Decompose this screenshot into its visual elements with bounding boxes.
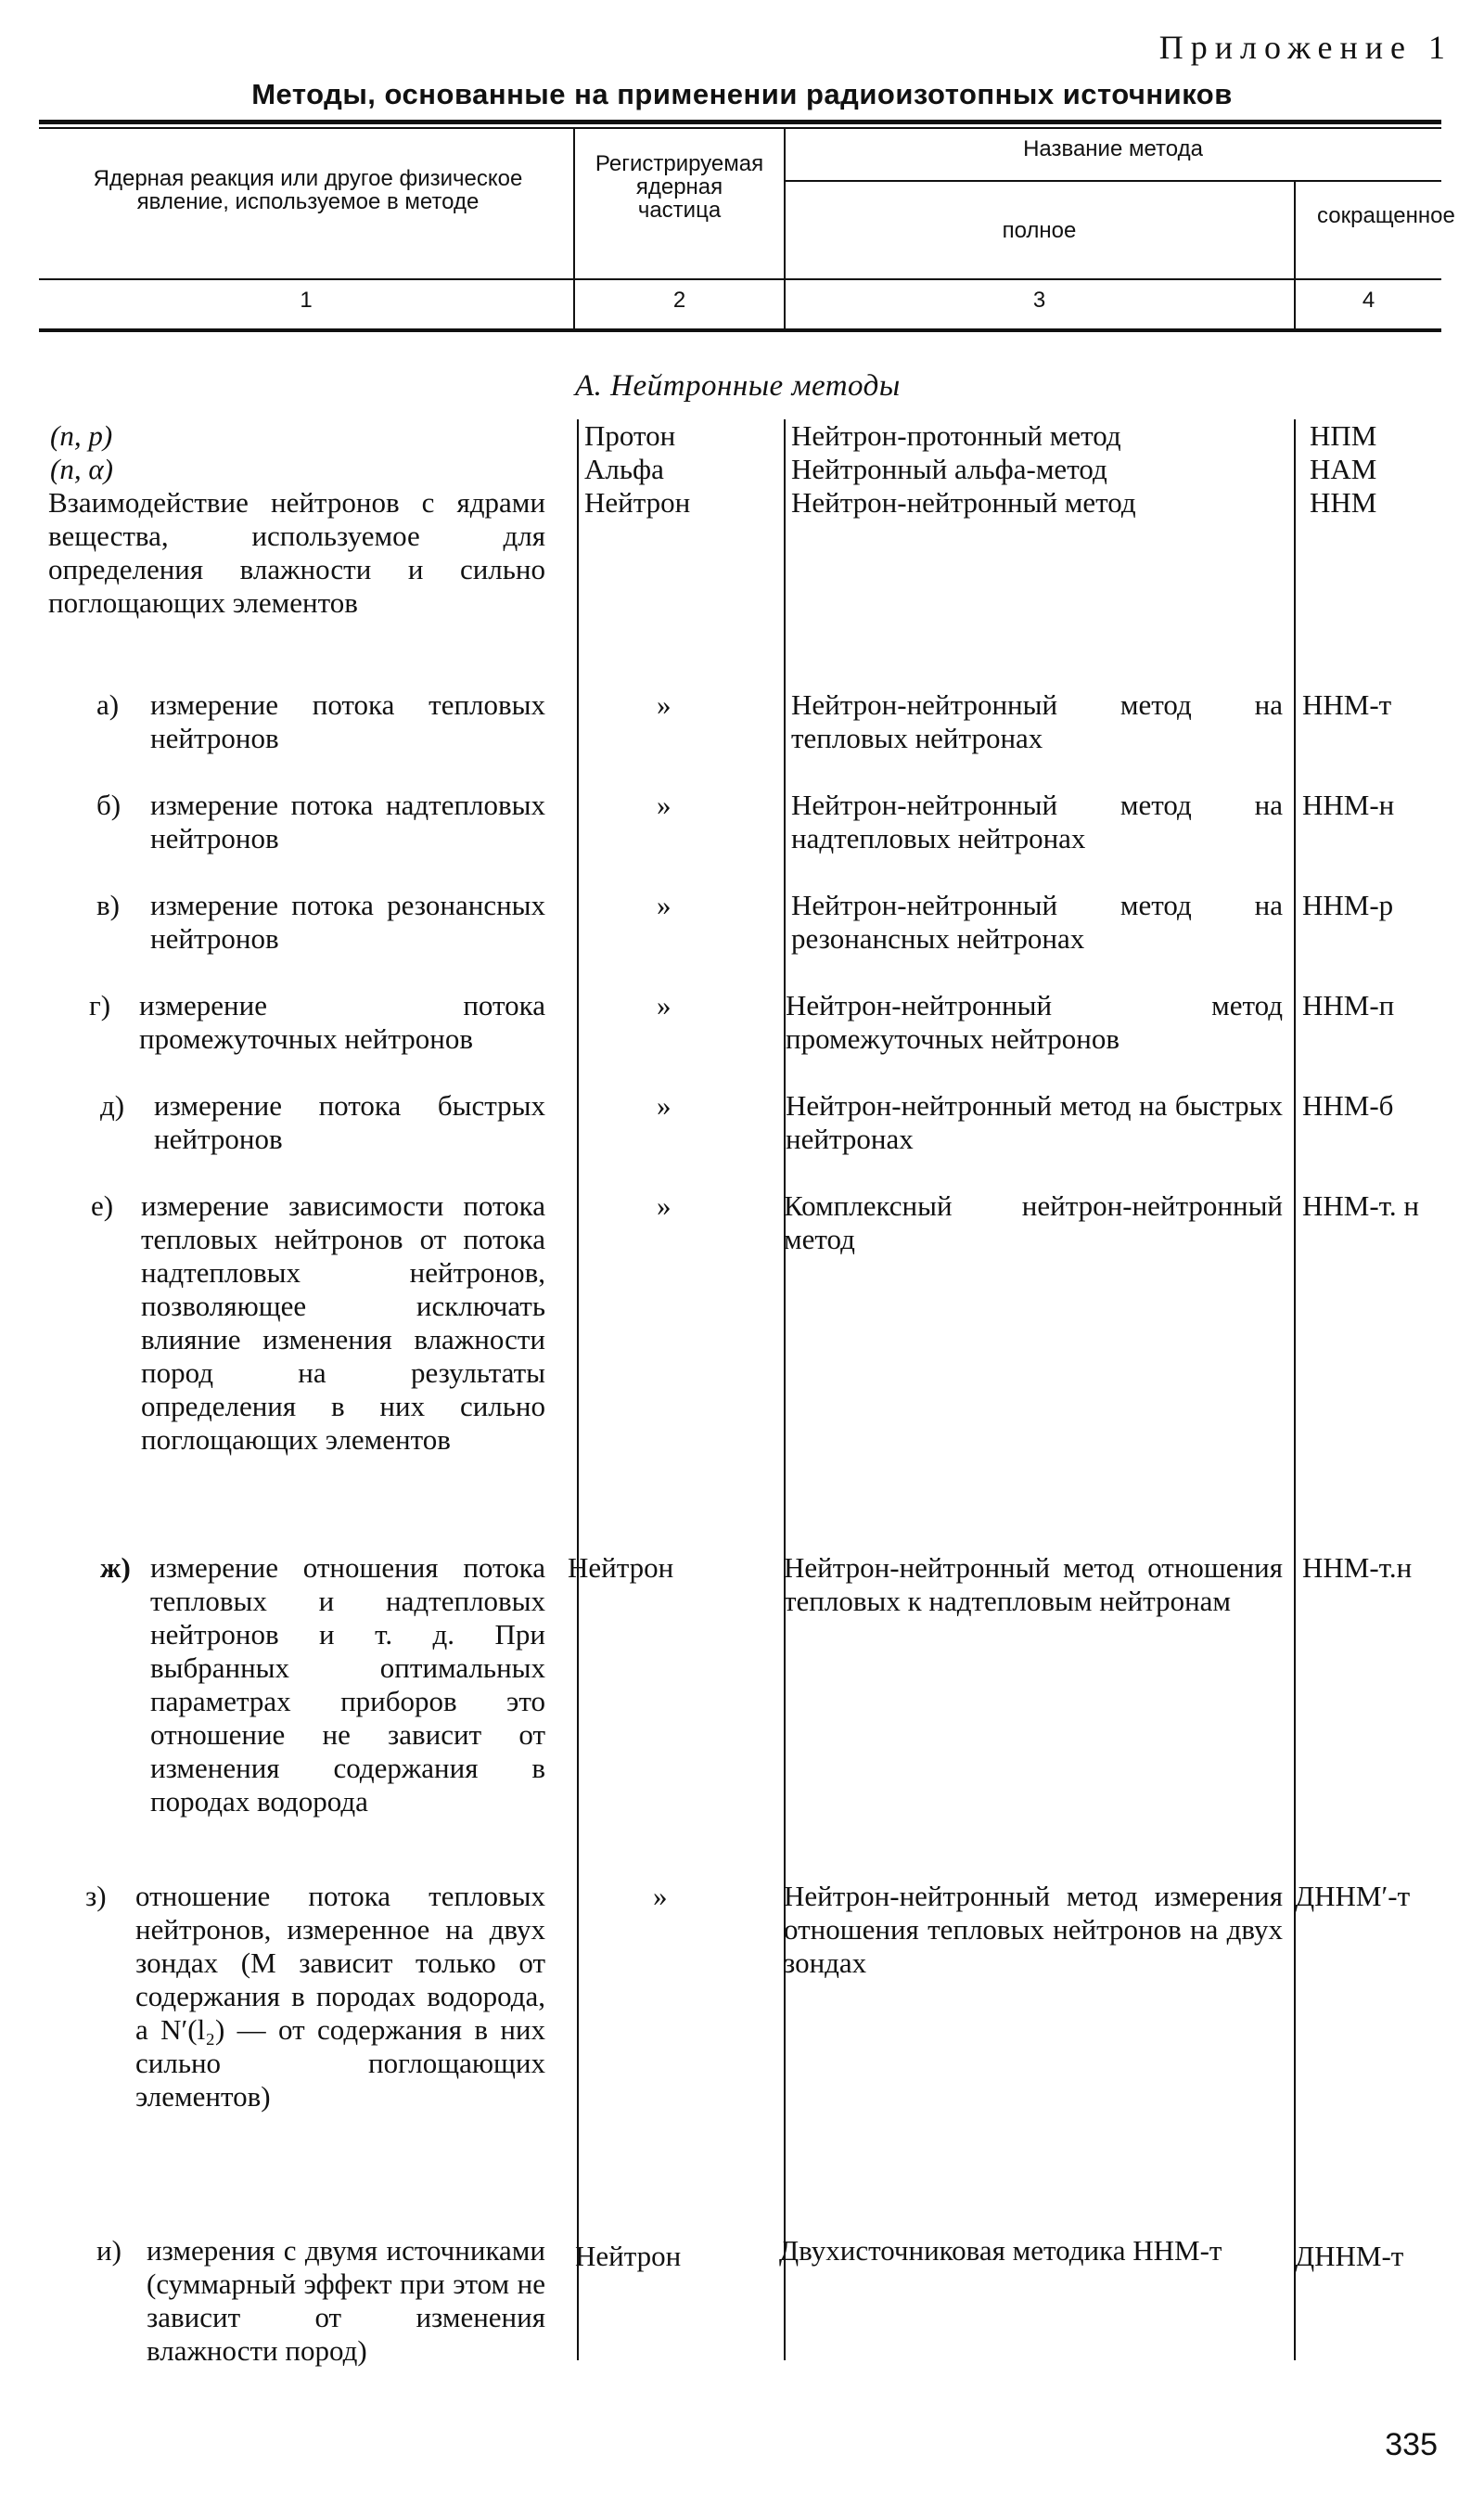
row-particle: Альфа <box>584 453 664 485</box>
row-particle: » <box>657 688 672 721</box>
row-abbr: ДННМ-т <box>1295 2240 1404 2272</box>
row-phenomenon: измерение потока тепловых нейтронов <box>150 688 545 754</box>
row-particle: Нейтрон <box>575 2240 682 2272</box>
row-full-name: Двухисточниковая методика ННМ-т <box>779 2234 1222 2267</box>
body-vline-1 <box>577 419 579 2360</box>
row-phenomenon: Взаимодействие нейтронов с ядрами вещества, используемое для определения влажности и сильно поглощающих элементов <box>48 486 545 619</box>
row-phenomenon: измерение потока быстрых нейтронов <box>154 1089 545 1155</box>
row-abbr: ДННМ′-т <box>1295 1880 1411 1912</box>
row-full-name: Нейтрон-нейтронный метод отношения тепловых к надтепловым нейтронам <box>784 1551 1283 1617</box>
row-full-name: Нейтрон-нейтронный метод на быстрых нейтронах <box>786 1089 1283 1155</box>
col-number-4: 4 <box>1362 288 1375 313</box>
row-full-name: Нейтрон-нейтронный метод на тепловых нейтронах <box>791 688 1283 754</box>
row-abbr: ННМ-т <box>1302 688 1392 721</box>
header-col-phenomenon: Ядерная реакция или другое физическое явление, используемое в методе <box>93 166 523 214</box>
row-abbr: ННМ-н <box>1302 789 1395 821</box>
header-method-group: Название метода <box>1023 136 1203 161</box>
page-title: Методы, основанные на применении радиоизотопных источников <box>251 78 1233 110</box>
row-letter: г) <box>89 989 111 1021</box>
row-full-name: Нейтрон-нейтронный метод на надтепловых нейтронах <box>791 789 1283 854</box>
header-col-particle: Регистрируемая ядерная частица <box>595 151 764 223</box>
row-phenomenon: измерения с двумя источниками (суммарный эффект при этом не зависит от изменения влажности пород) <box>147 2234 545 2367</box>
top-rule-thick <box>39 120 1441 124</box>
row-full-name: Нейтрон-нейтронный метод <box>791 486 1136 519</box>
row-particle: Протон <box>584 419 676 452</box>
row-abbr: ННМ-т.н <box>1302 1551 1413 1584</box>
row-full-name: Нейтрон-нейтронный метод на резонансных нейтронах <box>791 889 1283 955</box>
row-particle: » <box>657 989 672 1021</box>
row-phenomenon: измерение потока промежуточных нейтронов <box>139 989 545 1055</box>
row-phenomenon: измерение потока надтепловых нейтронов <box>150 789 545 854</box>
row-abbr: ННМ-п <box>1302 989 1395 1021</box>
row-abbr: ННМ-р <box>1302 889 1394 921</box>
row-phenomenon: измерение отношения потока тепловых и надтепловых нейтронов и т. д. При выбранных оптимальных параметрах приборов это отношение не зависит от изменения содержания в породах водорода <box>150 1551 545 1818</box>
row-particle: » <box>657 1089 672 1122</box>
row-letter: е) <box>91 1189 114 1222</box>
row-letter: в) <box>96 889 120 921</box>
row-particle: » <box>657 889 672 921</box>
row-abbr: ННМ <box>1310 486 1377 519</box>
header-col-full: полное <box>1002 218 1077 243</box>
row-letter: и) <box>96 2234 122 2267</box>
row-full-name: Нейтрон-нейтронный метод промежуточных нейтронов <box>786 989 1283 1055</box>
row-abbr: ННМ-б <box>1302 1089 1394 1122</box>
row-letter: д) <box>100 1089 125 1122</box>
group-rule <box>785 180 1441 182</box>
row-full-name: Нейтронный альфа-метод <box>791 453 1107 485</box>
row-particle: » <box>657 789 672 821</box>
col-number-3: 3 <box>1032 288 1046 313</box>
row-letter: ж) <box>100 1551 131 1584</box>
appendix-label: Приложение 1 <box>1158 29 1452 66</box>
row-particle: Нейтрон <box>584 486 691 519</box>
row-phenomenon: измерение потока резонансных нейтронов <box>150 889 545 955</box>
col-number-2: 2 <box>672 288 686 313</box>
body-vline-3 <box>1294 419 1296 2360</box>
top-rule-thin <box>39 127 1441 129</box>
row-phenomenon: (n, α) <box>50 453 113 485</box>
row-particle: » <box>653 1880 668 1912</box>
row-letter: з) <box>85 1880 107 1912</box>
row-abbr: НПМ <box>1310 419 1377 452</box>
row-abbr: НАМ <box>1310 453 1377 485</box>
col-number-1: 1 <box>300 288 313 313</box>
row-phenomenon: измерение зависимости потока тепловых нейтронов от потока надтепловых нейтронов, позволяющее исключать влияние изменения влажности пород на результаты определения в них сильно поглощающих элементов <box>141 1189 545 1456</box>
row-particle: » <box>657 1189 672 1222</box>
number-row-rule <box>39 278 1441 280</box>
row-particle: Нейтрон <box>568 1551 674 1584</box>
row-full-name: Комплексный нейтрон-нейтронный метод <box>784 1189 1283 1255</box>
page-number: 335 <box>1385 2427 1438 2462</box>
row-letter: б) <box>96 789 122 821</box>
row-full-name: Нейтрон-нейтронный метод измерения отношения тепловых нейтронов на двух зондах <box>784 1880 1283 1979</box>
row-letter: а) <box>96 688 120 721</box>
section-title: А. Нейтронные методы <box>575 369 901 403</box>
row-abbr: ННМ-т. н <box>1302 1189 1419 1222</box>
body-vline-2 <box>784 419 786 2360</box>
row-full-name: Нейтрон-протонный метод <box>791 419 1121 452</box>
row-phenomenon: (n, p) <box>50 419 113 452</box>
row-phenomenon: отношение потока тепловых нейтронов, измеренное на двух зондах (M зависит только от содержания в породах водорода, а N′(l₂) — от содержания в них сильно поглощающих элементов) <box>135 1880 545 2113</box>
header-col-abbr: сокращенное <box>1317 203 1455 228</box>
header-bottom-rule <box>39 328 1441 332</box>
